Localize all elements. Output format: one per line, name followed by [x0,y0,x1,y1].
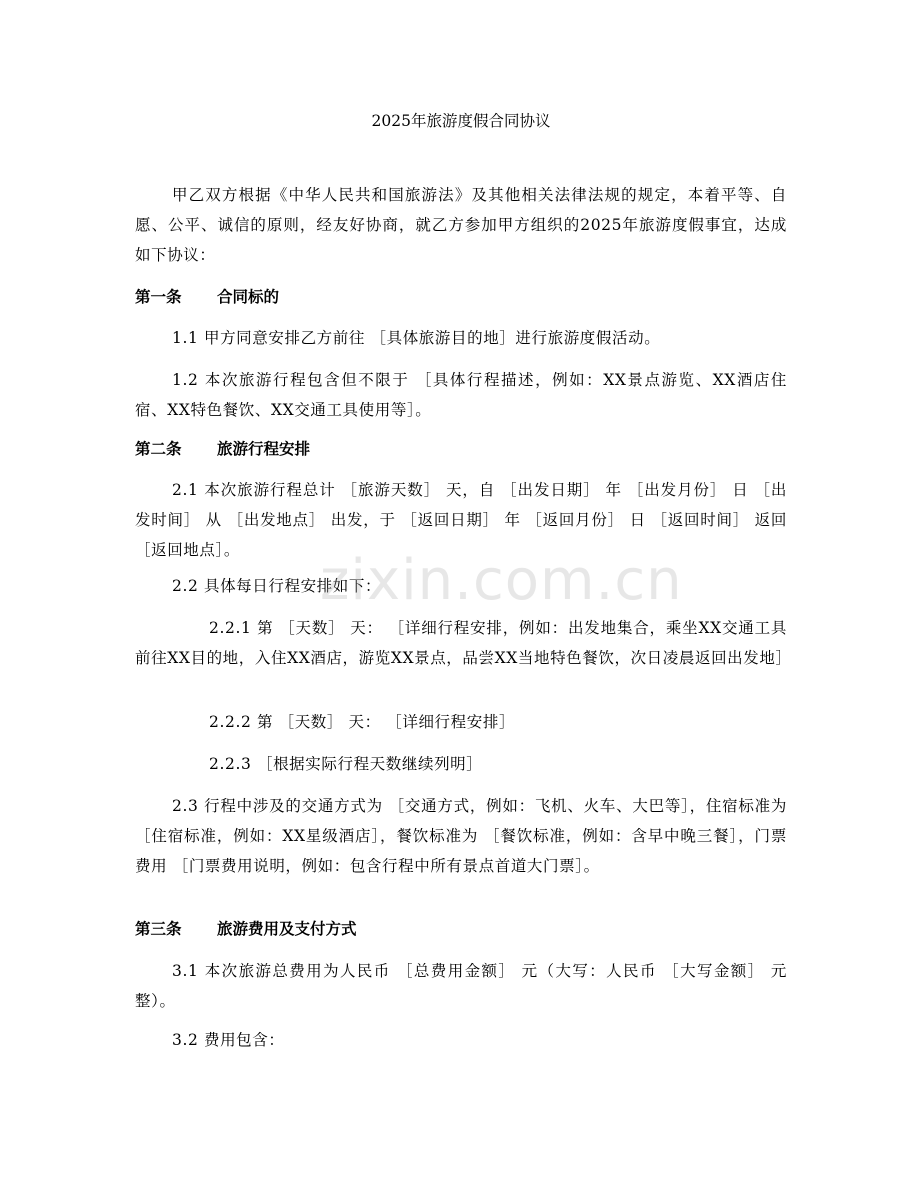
clause-3-1: 3.1 本次旅游总费用为人民币 ［总费用金额］ 元（大写：人民币 ［大写金额］ 元整）。 [135,962,787,1010]
watermark: zixin.com.cn [320,548,683,613]
article-2-heading [135,434,787,464]
article-3-number: 第三条 [135,920,182,938]
clause-2-2: 2.2 具体每日行程安排如下： [172,577,382,595]
document-title: 2025年旅游度假合同协议 [371,112,551,130]
article-3-title: 旅游费用及支付方式 [217,920,357,938]
clause-1-1: 1.1 甲方同意安排乙方前往 ［具体旅游目的地］进行旅游度假活动。 [172,329,661,347]
clause-1-2: 1.2 本次旅游行程包含但不限于 ［具体行程描述，例如：XX景点游览、XX酒店住宿、XX特色餐饮、XX交通工具使用等］。 [135,371,787,419]
clause-2-2-2: 2.2.2 第 ［天数］ 天： ［详细行程安排］ [209,713,516,731]
clause-2-3: 2.3 行程中涉及的交通方式为 ［交通方式，例如：飞机、火车、大巴等］，住宿标准为 ［住宿标准，例如：XX星级酒店］，餐饮标准为 ［餐饮标准，例如：含早中晚三餐］，门票费用 ［门票费用说明，例如：包含行程中所有景点首道大门票］。 [135,797,787,875]
clause-2-1: 2.1 本次旅游行程总计 ［旅游天数］ 天，自 ［出发日期］ 年 ［出发月份］ 日 ［出发时间］ 从 ［出发地点］ 出发，于 ［返回日期］ 年 ［返回月份］ 日 ［返回时间］ 返回 ［返回地点］。 [135,481,787,559]
article-1-title: 合同标的 [217,288,280,306]
article-2-number: 第二条 [135,440,182,458]
article-3-heading [135,914,787,944]
intro-paragraph: 甲乙双方根据《中华人民共和国旅游法》及其他相关法律法规的规定，本着平等、自愿、公平、诚信的原则，经友好协商，就乙方参加甲方组织的2025年旅游度假事宜，达成如下协议： [135,186,787,264]
article-1-heading [135,282,787,312]
article-2-title: 旅游行程安排 [217,440,311,458]
clause-3-2: 3.2 费用包含： [172,1031,285,1049]
clause-2-2-1: 2.2.1 第 ［天数］ 天： ［详细行程安排，例如：出发地集合，乘坐XX交通工具前往XX目的地，入住XX酒店，游览XX景点，品尝XX当地特色餐饮，次日凌晨返回出发地］ [135,619,792,667]
article-1-number: 第一条 [135,288,182,306]
clause-2-2-3: 2.2.3 ［根据实际行程天数继续列明］ [209,755,483,773]
